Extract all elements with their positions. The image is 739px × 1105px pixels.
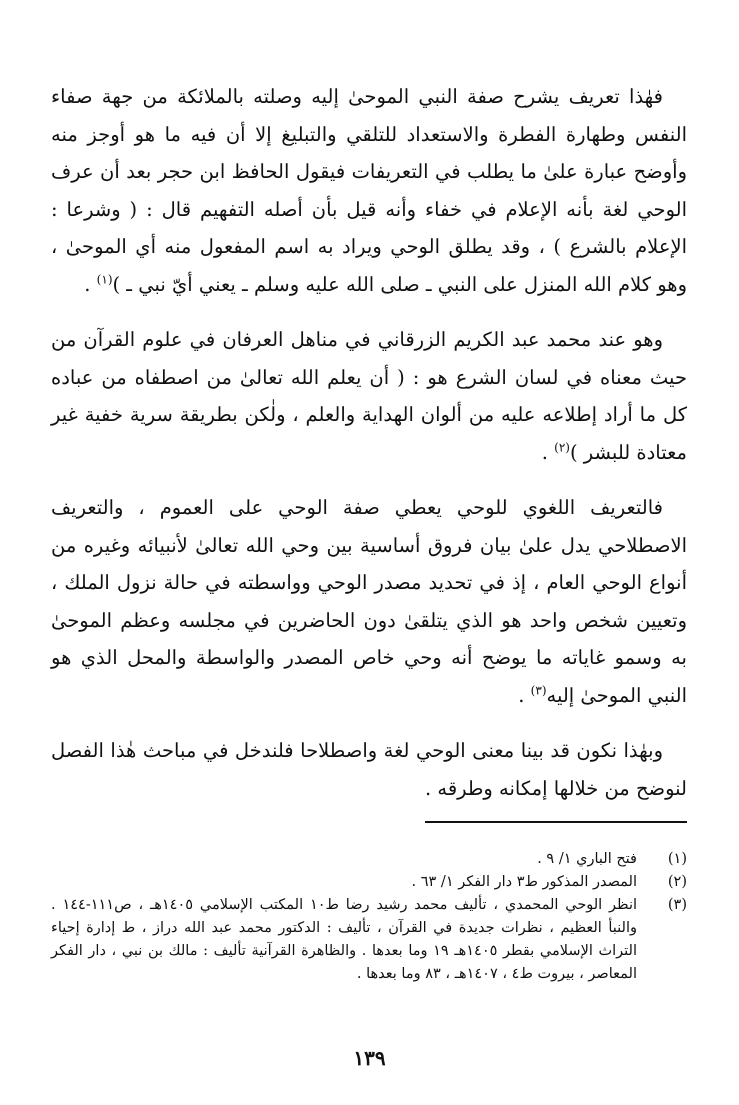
footnote-text: المصدر المذكور ط٣ دار الفكر ١/ ٦٣ . [411,874,637,890]
paragraph-3 [51,489,687,714]
footnote-reference: (٢) [554,440,570,454]
footnote-separator [425,821,687,823]
paragraph-text: فالتعريف اللغوي للوحي يعطي صفة الوحي على العموم ، والتعريف الاصطلاحي يدل علىٰ بيان فروق أساسية بين وحي الله تعالىٰ لأنبيائه وغيره من أنواع الوحي العام ، إذ في تحديد مصدر الوحي وواسطته في حالة نزول الملك ، وتعيين شخص واحد هو الذي يتلقىٰ دون الحاضرين في مجلسه وعظم الموحىٰ به وسمو غاياته ما يوضح أنه وحي خاص المصدر والواسطة والمحل الذي هو النبي الموحىٰ إليه [51,496,687,707]
footnote-3 [51,894,687,986]
paragraph-text: وبهٰذا نكون قد بينا معنى الوحي لغة واصطلاحا فلندخل في مباحث هٰذا الفصل لنوضح من خلالها إمكانه وطرقه . [51,739,687,800]
paragraph-tail: . [518,683,531,707]
footnote-1 [51,848,687,871]
footnote-reference: (١) [96,272,113,286]
footnote-2 [51,871,687,894]
footnote-number: (١) [667,851,687,867]
footnote-reference: (٣) [530,683,547,697]
footnote-text: انظر الوحي المحمدي ، تأليف محمد رشيد رضا ط١٠ المكتب الإسلامي ١٤٠٥هـ ، ص١١١-١٤٤ . والنبأ العظيم ، نظرات جديدة في القرآن ، تأليف : الدكتور محمد عبد الله دراز ، ط إدارة إحياء التراث الإسلامي بقطر ١٤٠٥هـ ١٩ وما بعدها . والظاهرة القرآنية تأليف : مالك بن نبي ، دار الفكر المعاصر ، بيروت ط٤ ، ١٤٠٧هـ ، ٨٣ وما بعدها . [51,897,638,982]
footnote-number: (٢) [667,874,687,890]
footnote-text: فتح الباري ١/ ٩ . [537,851,637,867]
paragraph-text: وهو عند محمد عبد الكريم الزرقاني في مناهل العرفان في علوم القرآن من حيث معناه في لسان الشرع هو : ( أن يعلم الله تعالىٰ من اصطفاه من عباده كل ما أراد إطلاعه عليه من ألوان الهداية والعلم ، ولٰكن بطريقة سرية خفية غير معتادة للبشر ) [51,328,687,464]
paragraph-4 [51,732,687,807]
footnote-number: (٣) [667,897,687,913]
paragraph-1 [51,78,687,303]
paragraph-tail: . [84,272,97,296]
paragraph-tail: . [541,440,555,464]
paragraph-text: فهٰذا تعريف يشرح صفة النبي الموحىٰ إليه وصلته بالملائكة من جهة صفاء النفس وطهارة الفطرة والاستعداد للتلقي والتبليغ إلا أن فيه ما هو أوجز منه وأوضح عبارة علىٰ ما يطلب في التعريفات فيقول الحافظ ابن حجر بعد أن عرف الوحي لغة بأنه الإعلام في خفاء وأنه قيل بأن أصله التفهيم قال : ( وشرعا : الإعلام بالشرع ) ، وقد يطلق الوحي ويراد به اسم المفعول منه أي الموحىٰ ، وهو كلام الله المنزل على النبي ـ صلى الله عليه وسلم ـ يعني أيّ نبي ـ ) [51,85,687,296]
page-number: ١٣٩ [353,1046,386,1070]
paragraph-2 [51,321,687,471]
footnotes [51,848,687,986]
main-text [51,78,687,807]
